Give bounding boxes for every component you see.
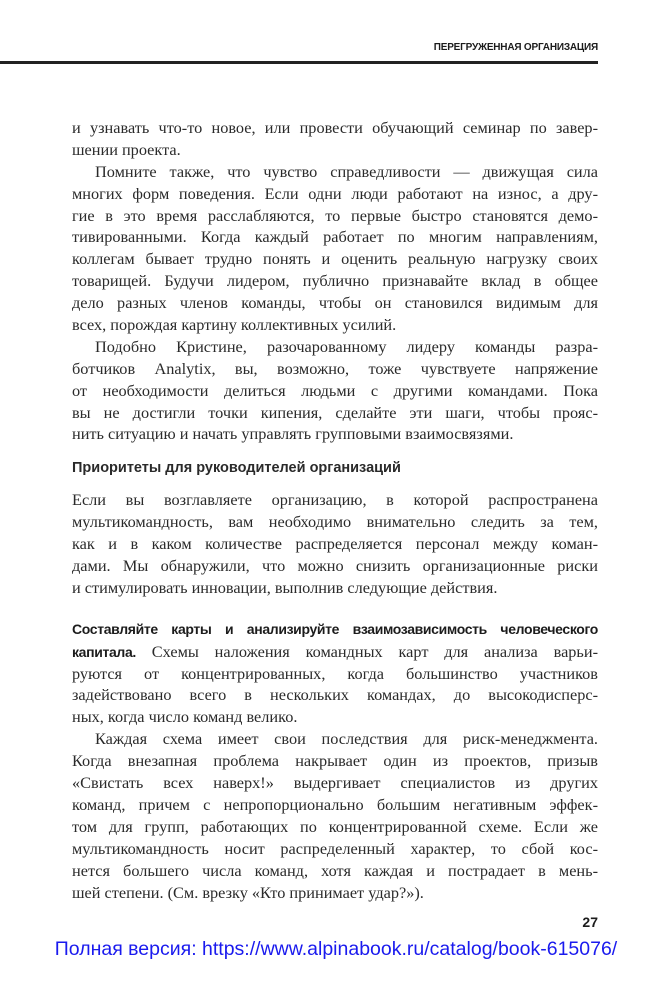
text-line: Подобно Кристине, разочарованному лидеру команды разра-	[95, 336, 598, 356]
paragraph-gap	[72, 599, 598, 619]
text-line: мультикомандность носит распределенный характер, то сбой кос-	[72, 838, 598, 858]
paragraph	[72, 117, 598, 161]
page-number: 27	[582, 914, 598, 930]
text-line: дами. Мы обнаружили, что можно снизить организационные риски	[72, 556, 598, 576]
text-line: вы не достигли точки кипения, сделайте эти шаги, чтобы прояс-	[72, 402, 598, 422]
text-line: всех, порождая картину коллективных усилий.	[72, 315, 397, 335]
running-head: ПЕРЕГРУЖЕННАЯ ОРГАНИЗАЦИЯ	[433, 42, 598, 53]
paragraph-group-3	[72, 728, 598, 903]
bold-lead-tail: капитала.	[72, 643, 136, 660]
text-line: и узнавать что-то новое, или провести обучающий семинар по завер-	[72, 118, 598, 137]
text-line: том для групп, работающих по концентрированной схеме. Если же	[72, 816, 598, 836]
paragraph	[72, 489, 598, 598]
text-line: Когда внезапная проблема накрывает один из проектов, призыв	[72, 751, 598, 771]
text-line: дело разных членов команды, чтобы он становился видимым для	[72, 293, 598, 313]
text-line-rest: Схемы наложения командных карт для анализа варьи-	[135, 641, 598, 661]
text-line: тивированными. Когда каждый работает по многим направлениям,	[72, 227, 598, 247]
text-line: Если вы возглавляете организацию, в которой распространена	[72, 490, 598, 510]
text-line: от необходимости делиться людьми с другими командами. Пока	[72, 380, 598, 400]
paragraph	[72, 161, 598, 336]
text-line: «Свистать всех наверх!» выдергивает специалистов из других	[72, 773, 598, 793]
section-heading: Приоритеты для руководителей организаций	[72, 460, 401, 477]
text-line: как и в каком количестве распределяется персонал между коман-	[72, 534, 598, 554]
bold-lead-line: Составляйте карты и анализируйте взаимозависимость человеческого	[72, 620, 598, 637]
text-line: нить ситуацию и начать управлять групповыми взаимосвязями.	[72, 424, 514, 444]
paragraph-group-2	[72, 489, 598, 598]
body-text	[72, 117, 598, 903]
text-line: нется большего числа команд, хотя каждая и пострадает в мень-	[72, 860, 598, 880]
text-line: руются от концентрированных, когда большинство участников	[72, 663, 598, 683]
text-line: и стимулировать инновации, выполнив следующие действия.	[72, 577, 498, 597]
full-version-link[interactable]: Полная версия: https://www.alpinabook.ru/catalog/book-615076/	[54, 938, 618, 960]
text-line: многих форм поведения. Если одни люди работают на износ, а дру-	[72, 183, 598, 203]
header-rule	[0, 61, 598, 64]
text-line: Каждая схема имеет свои последствия для риск-менеджмента.	[95, 729, 598, 749]
text-line: мультикомандность, вам необходимо внимательно следить за тем,	[72, 512, 598, 532]
paragraph-group-1	[72, 117, 598, 445]
bold-paragraph-lines	[72, 663, 598, 729]
text-line: шении проекта.	[72, 139, 181, 159]
bold-lead-paragraph	[72, 619, 598, 728]
text-line: ных, когда число команд велико.	[72, 707, 298, 727]
text-line: команд, причем с непропорционально большим негативным эффек-	[72, 794, 598, 814]
text-line: коллегам бывает трудно понять и оценить реальную нагрузку своих	[72, 249, 598, 269]
paragraph	[72, 728, 598, 903]
text-line: ботчиков Analytix, вы, возможно, тоже чувствуете напряжение	[72, 358, 598, 378]
text-line: гие в это время расслабляются, то первые быстро становятся демо-	[72, 205, 598, 225]
text-line: Помните также, что чувство справедливости — движущая сила	[95, 161, 598, 181]
text-line: шей степени. (См. врезку «Кто принимает удар?»).	[72, 882, 424, 902]
text-line: задействовано всего в нескольких командах, до высокодисперс-	[72, 685, 598, 705]
text-line	[72, 641, 598, 663]
paragraph	[72, 336, 598, 445]
text-line: товарищей. Будучи лидером, публично признавайте вклад в общее	[72, 271, 598, 291]
